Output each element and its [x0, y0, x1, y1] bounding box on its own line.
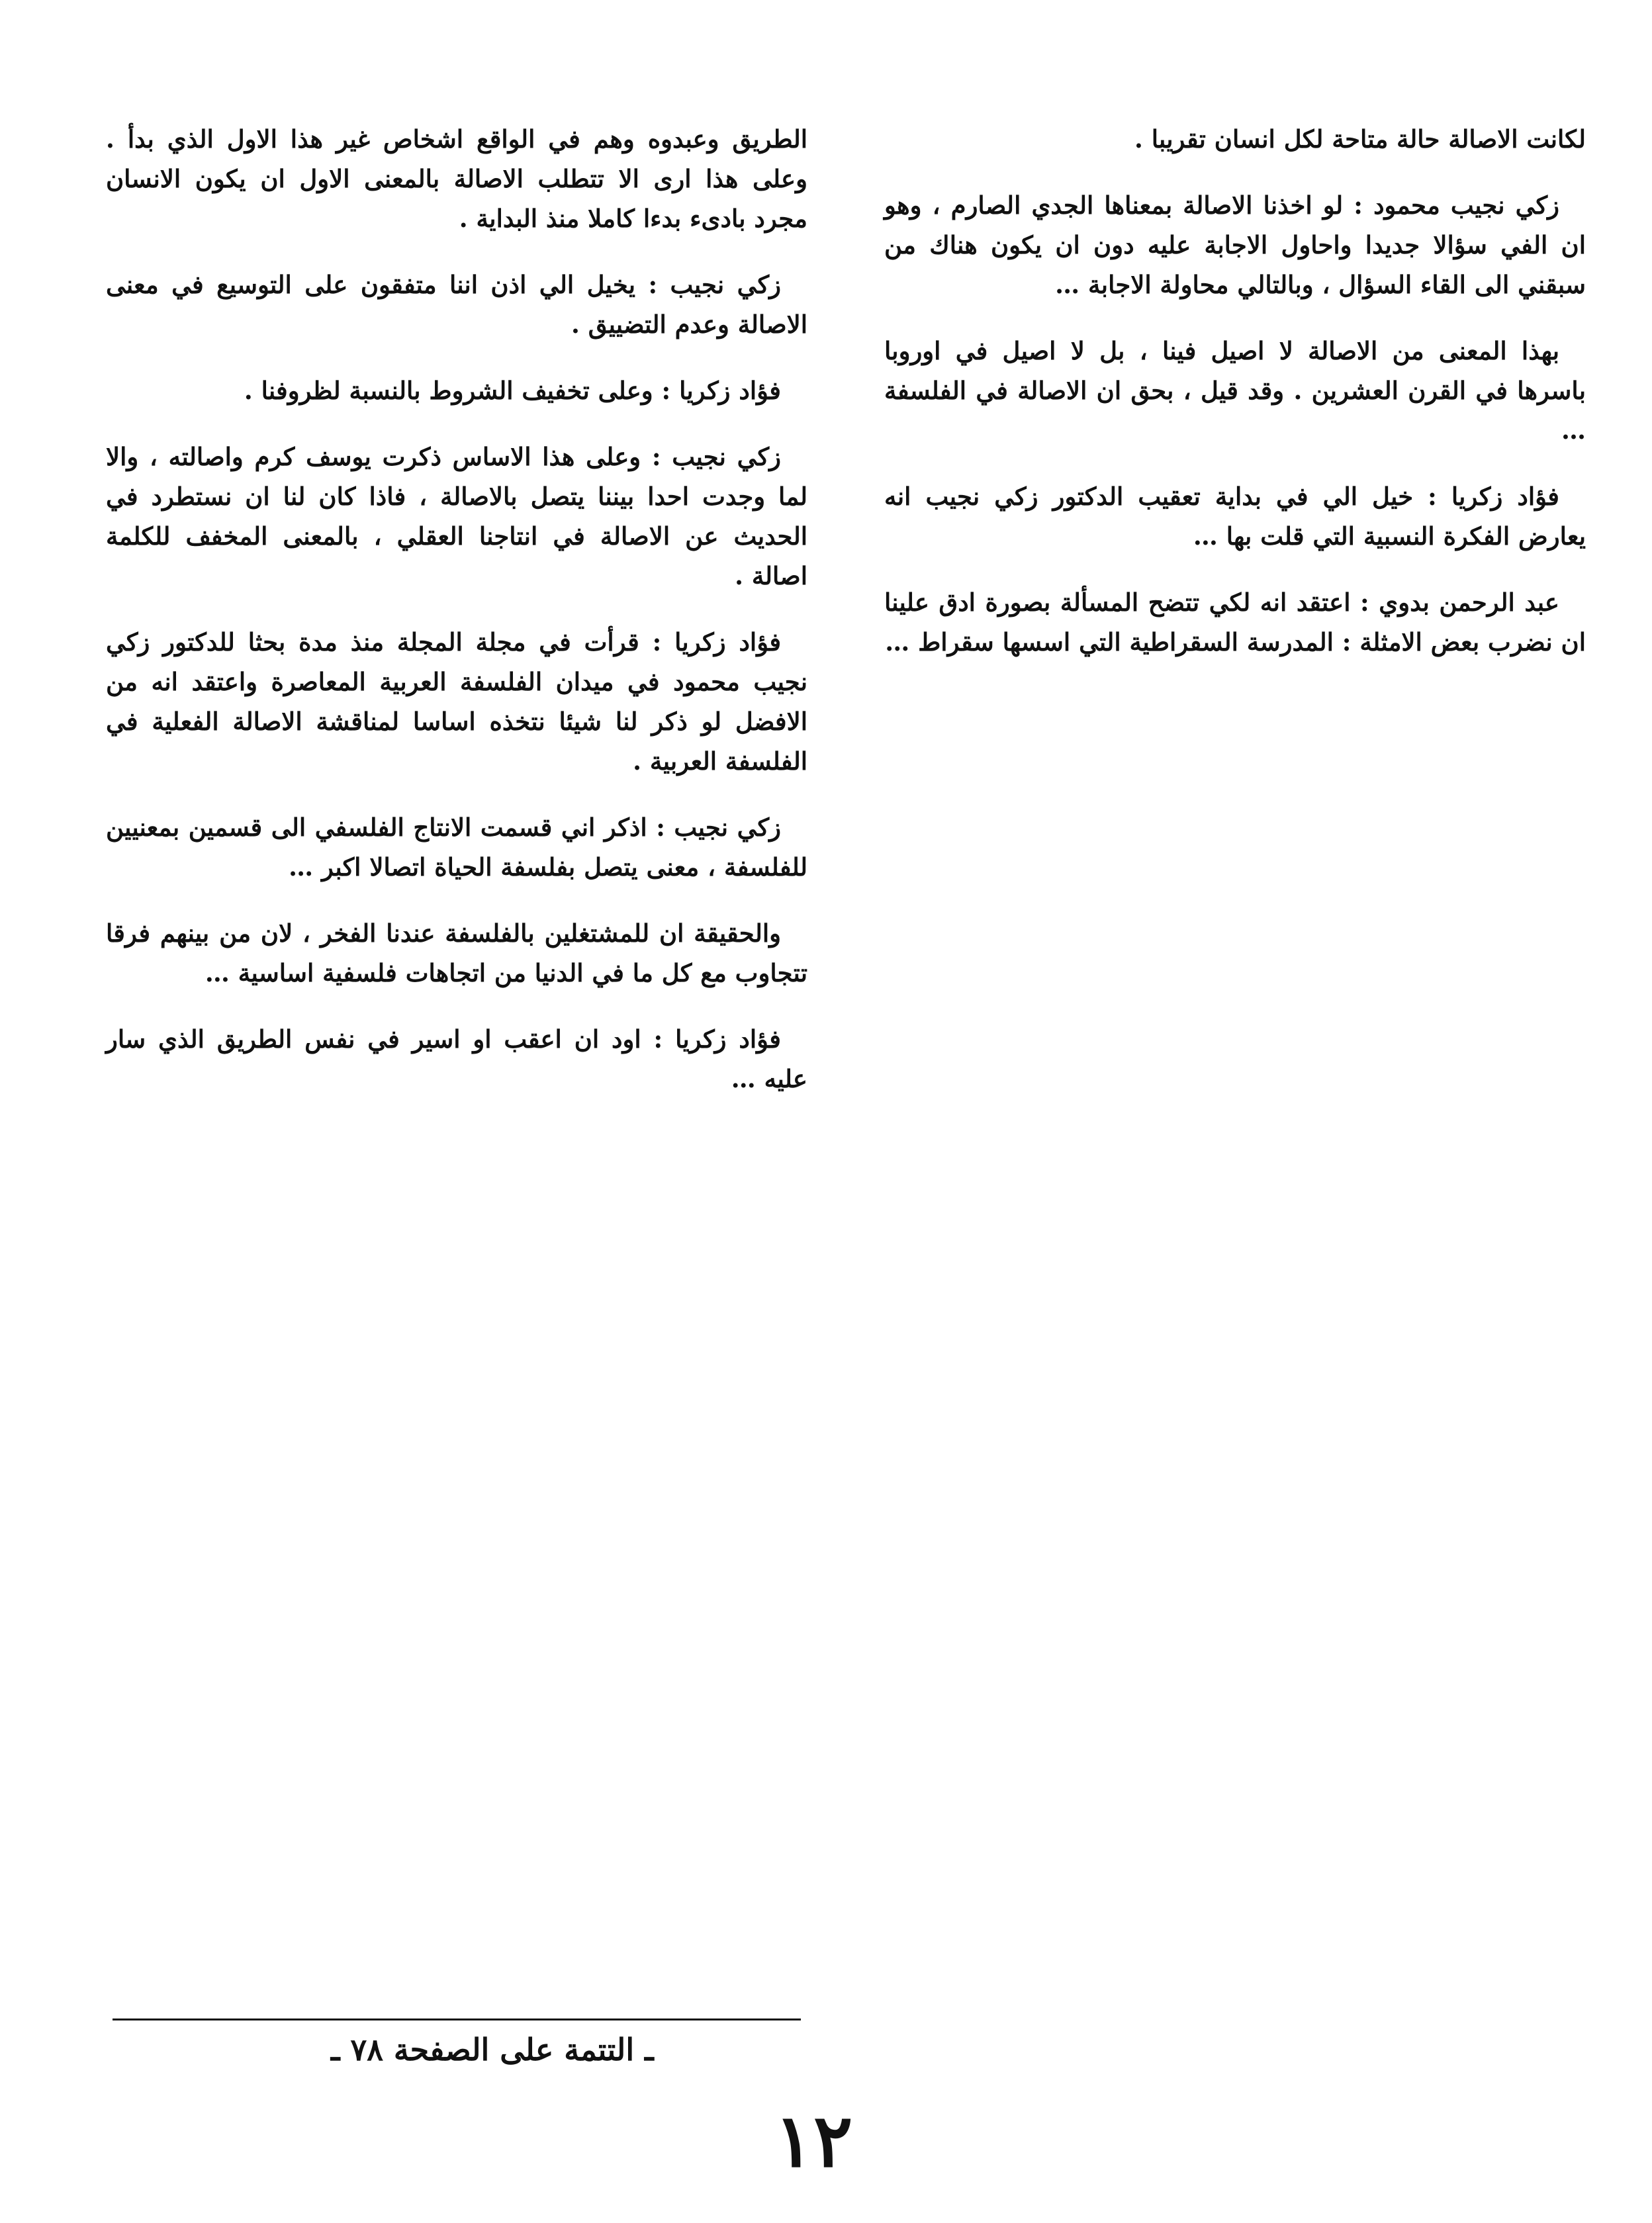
column-end-rule: [113, 2019, 801, 2020]
paragraph: والحقيقة ان للمشتغلين بالفلسفة عندنا الفخر ، لان من بينهم فرقا تتجاوب مع كل ما في الدنيا من اتجاهات فلسفية اساسية …: [106, 919, 807, 987]
paragraph: لكانت الاصالة حالة متاحة لكل انسان تقريبا .: [1134, 124, 1586, 154]
paragraph: زكي نجيب : وعلى هذا الاساس ذكرت يوسف كرم واصالته ، والا لما وجدت احدا بيننا يتصل بالاصالة ، فاذا كان لنا ان نستطرد في الحديث عن الاصالة في انتاجنا العقلي ، بالمعنى المخفف للكلمة اصالة .: [106, 442, 807, 590]
paragraph: فؤاد زكريا : اود ان اعقب او اسير في نفس الطريق الذي سار عليه …: [106, 1024, 807, 1093]
paragraph: فؤاد زكريا : خيل الي في بداية تعقيب الدكتور زكي نجيب انه يعارض الفكرة النسبية التي قلت بها …: [884, 482, 1586, 551]
right-column: [884, 119, 1586, 688]
paragraph: زكي نجيب : اذكر اني قسمت الانتاج الفلسفي الى قسمين بمعنيين للفلسفة ، معنى يتصل بفلسفة الحياة اتصالا اكبر …: [106, 813, 807, 882]
left-column: [106, 119, 807, 1125]
paragraph: زكي نجيب : يخيل الي اذن اننا متفقون على التوسيع في معنى الاصالة وعدم التضييق .: [106, 270, 807, 339]
paragraph: فؤاد زكريا : قرأت في مجلة المجلة منذ مدة بحثا للدكتور زكي نجيب محمود في ميدان الفلسفة العربية المعاصرة واعتقد انه من الافضل لو ذكر لنا شيئا نتخذه اساسا لمناقشة الاصالة الفعلية في الفلسفة العربية .: [106, 627, 807, 776]
page-number: ١٢: [774, 2098, 853, 2183]
paragraph: بهذا المعنى من الاصالة لا اصيل فينا ، بل لا اصيل في اوروبا باسرها في القرن العشرين . وقد قيل ، بحق ان الاصالة في الفلسفة …: [884, 336, 1586, 445]
paragraph: زكي نجيب محمود : لو اخذنا الاصالة بمعناها الجدي الصارم ، وهو ان الفي سؤالا جديدا واحاول الاجابة عليه دون ان يكون هناك من سبقني الى القاء السؤال ، وبالتالي محاولة الاجابة …: [884, 191, 1586, 299]
continuation-note: ـ التتمة على الصفحة ٧٨ ـ: [331, 2032, 654, 2067]
paragraph: فؤاد زكريا : وعلى تخفيف الشروط بالنسبة لظروفنا .: [244, 376, 781, 405]
paragraph: عبد الرحمن بدوي : اعتقد انه لكي تتضح المسألة بصورة ادق علينا ان نضرب بعض الامثلة : المدرسة السقراطية التي اسسها سقراط …: [884, 588, 1586, 657]
paragraph: الطريق وعبدوه وهم في الواقع اشخاص غير هذا الاول الذي بدأ . وعلى هذا ارى الا تتطلب الاصالة بالمعنى الاول ان يكون الانسان مجرد بادىء بدءا كاملا منذ البداية .: [106, 124, 807, 233]
